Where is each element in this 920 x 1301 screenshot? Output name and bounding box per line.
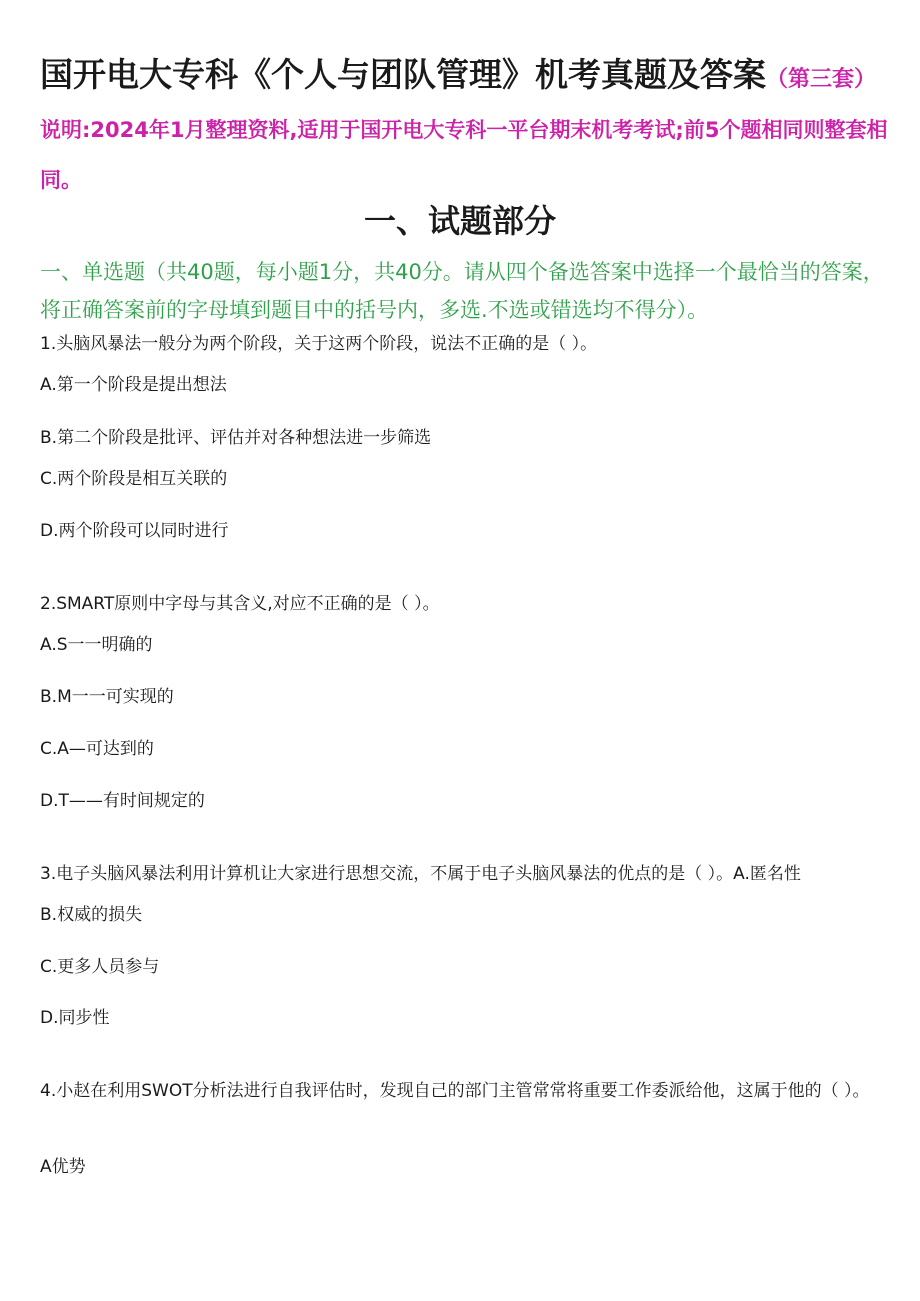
title-subtitle: （第三套） [766,67,877,92]
question-3-option-d: D.同步性 [40,1008,110,1028]
instructions-text: （共40题，每小题1分，共40分。请从四个备选答案中选择一个最恰当的答案，将正确答案前的字母填到题目中的括号内，多选.不选或错选均不得分）。 [40,260,884,322]
question-4-stem: 4.小赵在利用SWOT分析法进行自我评估时，发现自己的部门主管常常将重要工作委派给他，这属于他的（ ）。 [40,1081,870,1101]
section-heading: 一、试题部分 [363,202,556,240]
instructions-lead: 一、单选题 [40,260,145,284]
question-1-option-c: C.两个阶段是相互关联的 [40,469,228,489]
instructions [40,253,885,329]
question-4-option-a: A优势 [40,1157,86,1177]
question-2-option-a: A.S一一明确的 [40,635,153,655]
question-2-option-c: C.A—可达到的 [40,739,154,759]
question-1-option-d: D.两个阶段可以同时进行 [40,521,229,541]
document-title [40,52,890,203]
question-2-option-b: B.M一一可实现的 [40,687,174,707]
question-1-option-b: B.第二个阶段是批评、评估并对各种想法进一步筛选 [40,428,432,448]
question-2-stem: 2.SMART原则中字母与其含义,对应不正确的是（ ）。 [40,594,440,614]
title-main: 国开电大专科《个人与团队管理》机考真题及答案 [40,55,766,94]
title-note: 说明:2024年1月整理资料,适用于国开电大专科一平台期末机考考试;前5个题相同则整套相同。 [40,118,888,192]
question-3-option-c: C.更多人员参与 [40,957,160,977]
question-1-stem: 1.头脑风暴法一般分为两个阶段，关于这两个阶段，说法不正确的是（ ）。 [40,334,598,354]
question-3-stem: 3.电子头脑风暴法利用计算机让大家进行思想交流，不属于电子头脑风暴法的优点的是（ ）。A.匿名性 [40,864,801,884]
question-1-option-a: A.第一个阶段是提出想法 [40,375,227,395]
question-3-option-b: B.权威的损失 [40,905,143,925]
question-2-option-d: D.T——有时间规定的 [40,791,205,811]
